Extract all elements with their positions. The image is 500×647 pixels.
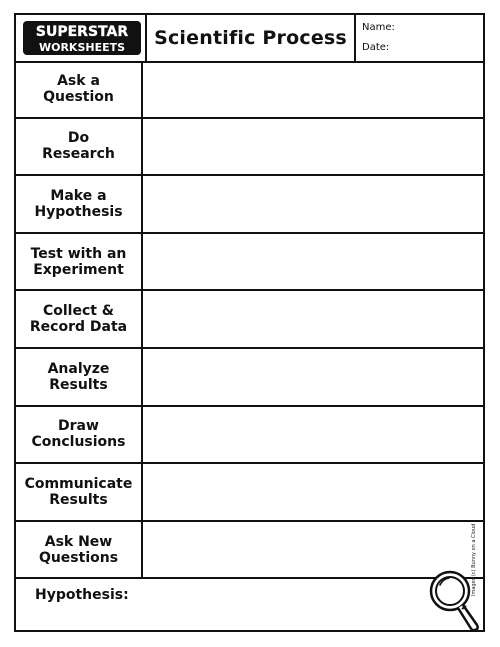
step-label: Do Research	[16, 119, 143, 175]
superstar-worksheets-logo	[22, 20, 142, 56]
step-row	[16, 176, 483, 234]
step-row	[16, 522, 483, 580]
step-row	[16, 234, 483, 292]
step-row	[16, 119, 483, 177]
step-answer-box[interactable]	[143, 464, 483, 520]
step-row	[16, 464, 483, 522]
step-answer-box[interactable]	[143, 119, 483, 175]
step-label: Draw Conclusions	[16, 407, 143, 463]
step-answer-box[interactable]	[143, 349, 483, 405]
step-row	[16, 349, 483, 407]
step-label: Communicate Results	[16, 464, 143, 520]
step-label: Ask a Question	[16, 61, 143, 117]
hypothesis-label: Hypothesis:	[35, 587, 129, 603]
step-answer-box[interactable]	[143, 291, 483, 347]
worksheet-header	[16, 15, 483, 63]
name-date-cell	[356, 15, 483, 61]
step-label: Analyze Results	[16, 349, 143, 405]
image-credit: Images (c) Bunny on a Cloud	[471, 523, 477, 596]
logo-cell	[16, 15, 147, 61]
date-label: Date:	[362, 42, 390, 53]
step-row	[16, 61, 483, 119]
page-title: Scientific Process	[154, 27, 347, 49]
name-label: Name:	[362, 22, 395, 33]
step-answer-box[interactable]	[143, 61, 483, 117]
logo-text-top: SUPERSTAR	[35, 24, 129, 40]
step-label: Ask New Questions	[16, 522, 143, 578]
step-label: Test with an Experiment	[16, 234, 143, 290]
title-cell	[147, 15, 356, 61]
step-answer-box[interactable]	[143, 407, 483, 463]
logo-text-bottom: WORKSHEETS	[38, 41, 126, 54]
step-row	[16, 407, 483, 465]
magnifying-glass-icon	[428, 569, 486, 633]
step-label: Make a Hypothesis	[16, 176, 143, 232]
step-answer-box[interactable]	[143, 234, 483, 290]
worksheet	[14, 13, 485, 632]
step-answer-box[interactable]	[143, 176, 483, 232]
step-label: Collect & Record Data	[16, 291, 143, 347]
step-row	[16, 291, 483, 349]
steps-table	[16, 61, 483, 579]
